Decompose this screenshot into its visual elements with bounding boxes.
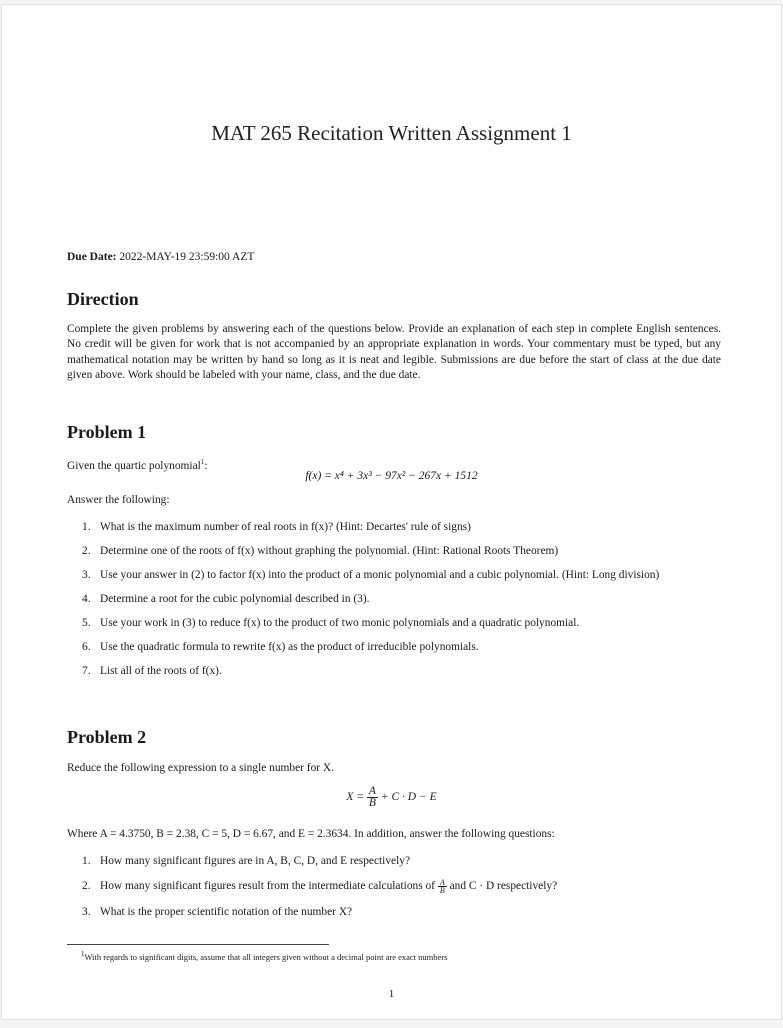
item-text-continued: and C · D respectively?	[449, 880, 558, 893]
item-number: 6.	[82, 641, 91, 653]
due-date-value: 2022-MAY-19 23:59:00 AZT	[119, 251, 255, 263]
item-number: 3.	[82, 569, 91, 581]
item-number: 1.	[82, 521, 91, 533]
footnote-text: With regards to significant digits, assume that all integers given without a decimal point are exact numbers	[84, 951, 448, 962]
item-number: 2.	[82, 545, 91, 557]
direction-heading: Direction	[67, 289, 139, 309]
expression-equation	[2, 786, 781, 809]
fraction-a-over-b	[367, 786, 378, 809]
problem1-questions	[82, 520, 722, 678]
item-number: 4.	[82, 593, 91, 605]
page-number: 1	[388, 988, 395, 1000]
problem1-intro: Given the quartic polynomial$^1$:	[67, 458, 208, 472]
fraction-numerator: A	[439, 878, 445, 887]
list-item	[82, 544, 722, 558]
list-item	[82, 879, 722, 894]
eq-rest: + C · D − E	[380, 791, 437, 804]
polynomial-equation	[2, 470, 781, 482]
direction-text: Complete the given problems by answering each of the questions below. Provide an explanation of each step in complete English sentences. No credit will be given for work that is not accompanied by an appropriate explanation in words. Your commentary must be typed, but any mathematical notation may be written by hand so long as it is neat and legible. Submissions are due before the start of class at the due date given above. Work should be labeled with your name, class, and the due date.	[67, 323, 721, 381]
page-title: MAT 265 Recitation Written Assignment 1	[211, 121, 572, 145]
eq-x: X =	[346, 791, 365, 804]
problem1-heading: Problem 1	[67, 422, 147, 442]
list-item	[82, 568, 722, 582]
item-number: 7.	[82, 665, 91, 677]
item-text: Use your work in (3) to reduce f(x) to the product of two monic polynomials and a quadratic polynomial.	[100, 617, 580, 629]
item-number: 2.	[82, 880, 91, 892]
item-text: Determine one of the roots of f(x) without graphing the polynomial. (Hint: Rational Roots Theorem)	[100, 545, 559, 557]
item-number: 3.	[82, 906, 91, 918]
list-item	[82, 592, 722, 606]
item-text: How many significant figures are in A, B, C, D, and E respectively?	[100, 855, 410, 867]
equation-rhs: x⁴ + 3x³ − 97x² − 267x + 1512	[334, 470, 478, 482]
due-date-label: Due Date:	[67, 251, 117, 263]
problem2-intro: Reduce the following expression to a single number for X.	[67, 762, 334, 774]
item-number: 5.	[82, 617, 91, 629]
item-text: What is the maximum number of real roots in f(x)? (Hint: Decartes' rule of signs)	[100, 521, 471, 533]
list-item	[82, 905, 722, 919]
item-number: 1.	[82, 855, 91, 867]
list-item	[82, 616, 722, 630]
where-text: Where A = 4.3750, B = 2.38, C = 5, D = 6.67, and E = 2.3634. In addition, answer the following questions:	[67, 828, 555, 840]
list-item	[82, 520, 722, 534]
problem1-intro-text: Given the quartic polynomial	[67, 459, 201, 472]
fraction-a-over-b-small	[438, 879, 447, 894]
list-item	[82, 640, 722, 654]
footnote-mark: 1	[81, 950, 85, 958]
list-item	[82, 664, 722, 678]
document-page	[1, 4, 782, 1020]
equation-lhs: f(x) =	[305, 470, 335, 482]
footnote-ref: 1	[200, 458, 205, 466]
item-text: Use the quadratic formula to rewrite f(x) as the product of irreducible polynomials.	[100, 641, 479, 653]
fraction-denominator: B	[368, 797, 376, 809]
footnote-divider	[67, 944, 329, 945]
fraction-denominator: B	[439, 886, 445, 895]
answer-intro: Answer the following:	[67, 494, 170, 506]
item-text: What is the proper scientific notation of the number X?	[100, 906, 353, 918]
due-date	[67, 251, 254, 263]
item-text: Determine a root for the cubic polynomial described in (3).	[100, 593, 370, 605]
problem2-questions	[82, 854, 722, 919]
item-text: List all of the roots of f(x).	[100, 665, 222, 677]
fraction-numerator: A	[368, 785, 376, 797]
item-text: How many significant figures result from the intermediate calculations of	[100, 880, 435, 893]
item-text: Use your answer in (2) to factor f(x) into the product of a monic polynomial and a cubic polynomial. (Hint: Long division)	[100, 569, 660, 581]
problem2-heading: Problem 2	[67, 727, 147, 747]
footnote	[81, 950, 447, 962]
list-item	[82, 854, 722, 868]
